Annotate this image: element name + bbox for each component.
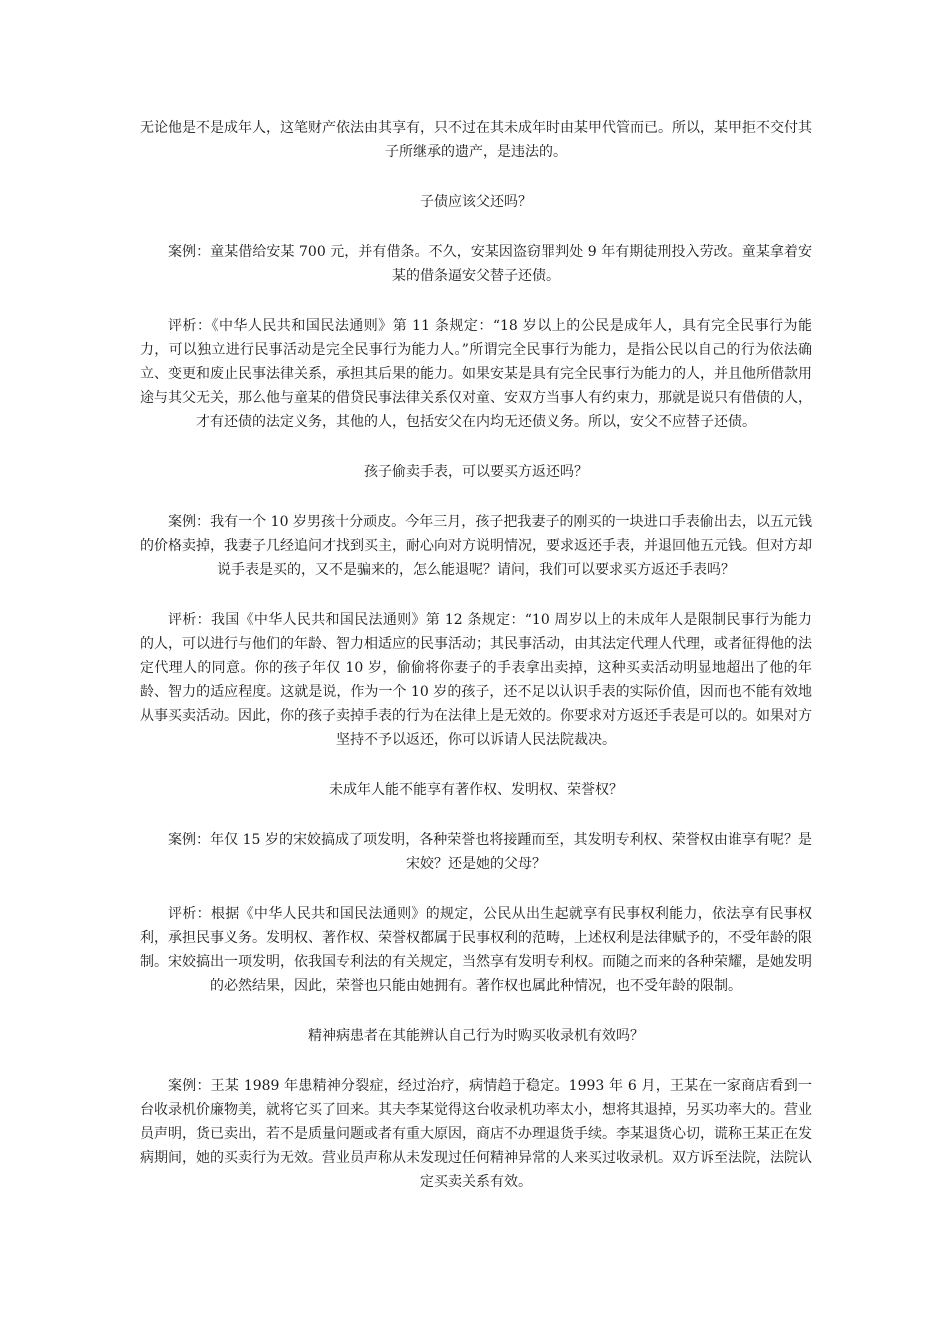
spacer [140, 998, 812, 1024]
paragraph-inheritance-conclusion: 无论他是不是成年人，这笔财产依法由其享有，只不过在其未成年时由某甲代管而已。所以，某甲拒不交付其子所继承的遗产，是违法的。 [140, 120, 812, 160]
spacer [140, 1048, 812, 1074]
paragraph-case-mental-illness: 案例：王某 1989 年患精神分裂症，经过治疗，病情趋于稳定。1993 年 6 月，王某在一家商店看到一台收录机价廉物美，就将它买了回来。其夫李某觉得这台收录机功率太小，想将其退掉，另买功率大的。营业员声明，货已卖出，若不是质量问题或者有重大原因，商店不办理退货手续。李某退货心切，谎称王某正在发病期间，她的买卖行为无效。营业员声称从未发现过任何精神异常的人来买过收录机。双方诉至法院，法院认定买卖关系有效。 [140, 1078, 812, 1190]
paragraph-case-child-debt: 案例：童某借给安某 700 元，并有借条。不久，安某因盗窃罪判处 9 年有期徒刑投入劳改。童某拿着安某的借条逼安父替子还债。 [168, 244, 812, 284]
paragraph-case-watch-sale: 案例：我有一个 10 岁男孩十分顽皮。今年三月，孩子把我妻子的刚买的一块进口手表偷出去，以五元钱的价格卖掉，我妻子几经追问才找到买主，耐心向对方说明情况，要求返还手表，并退回他五元钱。但对方却说手表是买的，又不是骗来的，怎么能退呢？请问，我们可以要求买方返还手表吗？ [140, 514, 812, 578]
spacer [140, 434, 812, 460]
document-page [140, 116, 812, 1194]
paragraph-analysis-minor-rights: 评析：根据《中华人民共和国民法通则》的规定，公民从出生起就享有民事权利能力，依法享有民事权利，承担民事义务。发明权、著作权、荣誉权都属于民事权利的范畴，上述权利是法律赋予的，不受年龄的限制。宋姣搞出一项发明，依我国专利法的有关规定，当然享有发明专利权。而随之而来的各种荣耀，是她发明的必然结果，因此，荣誉也只能由她拥有。著作权也属此种情况，也不受年龄的限制。 [140, 906, 812, 994]
spacer [140, 484, 812, 510]
section-heading-watch-sale: 孩子偷卖手表，可以要买方返还吗？ [364, 464, 588, 480]
spacer [140, 288, 812, 314]
paragraph-analysis-watch-sale: 评析：我国《中华人民共和国民法通则》第 12 条规定：“10 周岁以上的未成年人是限制民事行为能力的人，可以进行与他们的年龄、智力相适应的民事活动；其民事活动，由其法定代理人代理，或者征得他的法定代理人的同意。你的孩子年仅 10 岁，偷偷将你妻子的手表拿出卖掉，这种买卖活动明显地超出了他的年龄、智力的适应程度。这就是说，作为一个 10 岁的孩子，还不足以认识手表的实际价值，因而也不能有效地从事买卖活动。因此，你的孩子卖掉手表的行为在法律上是无效的。你要求对方返还手表是可以的。如果对方坚持不予以返还，你可以诉请人民法院裁决。 [140, 612, 812, 748]
section-heading-child-debt: 子债应该父还吗？ [420, 194, 532, 210]
section-heading-mental-illness: 精神病患者在其能辨认自己行为时购买收录机有效吗？ [308, 1028, 644, 1044]
spacer [140, 876, 812, 902]
spacer [140, 802, 812, 828]
section-heading-minor-rights: 未成年人能不能享有著作权、发明权、荣誉权？ [329, 782, 623, 798]
paragraph-analysis-child-debt: 评析：《中华人民共和国民法通则》第 11 条规定：“18 岁以上的公民是成年人，具有完全民事行为能力，可以独立进行民事活动是完全民事行为能力人。”所谓完全民事行为能力，是指公民以自己的行为依法确立、变更和废止民事法律关系，承担其后果的能力。如果安某是具有完全民事行为能力的人，并且他所借款用途与其父无关，那么他与童某的借贷民事法律关系仅对童、安双方当事人有约束力，那就是说只有借债的人，才有还债的法定义务，其他的人，包括安父在内均无还债义务。所以，安父不应替子还债。 [140, 318, 812, 430]
spacer [140, 164, 812, 190]
paragraph-case-minor-rights: 案例：年仅 15 岁的宋姣搞成了项发明，各种荣誉也将接踵而至，其发明专利权、荣誉权由谁享有呢？是宋姣？还是她的父母？ [168, 832, 812, 872]
spacer [140, 582, 812, 608]
spacer [140, 214, 812, 240]
spacer [140, 752, 812, 778]
